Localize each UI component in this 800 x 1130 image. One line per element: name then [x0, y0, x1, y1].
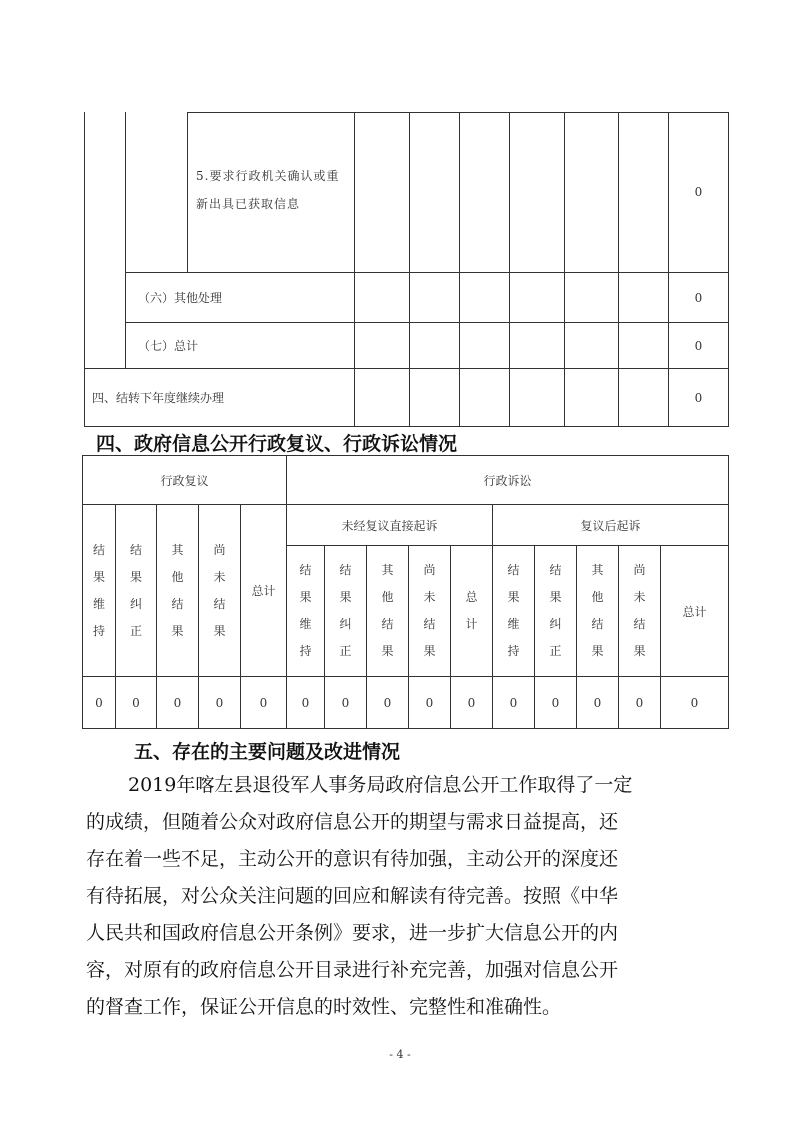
value-cell: 0	[383, 695, 392, 710]
value-cell: 0	[635, 695, 644, 710]
page-number: - 4 -	[389, 1048, 411, 1061]
value-cell: 0	[301, 695, 310, 710]
reconsideration-header: 行政复议	[160, 473, 209, 488]
col-header: 其他结果	[381, 563, 394, 658]
paragraph-line: 2019年喀左县退役军人事务局政府信息公开工作取得了一定	[128, 774, 633, 796]
paragraph-line: 的成绩，但随着公众对政府信息公开的期望与需求日益提高，还	[86, 811, 619, 833]
value-cell: 0	[215, 695, 224, 710]
paragraph-line: 容，对原有的政府信息公开目录进行补充完善，加强对信息公开	[86, 959, 619, 981]
col-header: 总计	[682, 604, 707, 619]
col-header: 总计	[251, 584, 276, 598]
section-4-title: 四、政府信息公开行政复议、行政诉讼情况	[96, 433, 458, 455]
col-header: 结果维持	[92, 542, 105, 638]
col-header: 总计	[465, 590, 478, 631]
value-cell: 0	[173, 695, 182, 710]
value-cell: 0	[551, 695, 560, 710]
col-header: 尚未结果	[213, 542, 226, 638]
paragraph-line: 有待拓展，对公众关注问题的回应和解读有待完善。按照《中华	[86, 885, 619, 907]
value-cell: 0	[467, 695, 476, 710]
col-header: 结果纠正	[549, 563, 562, 658]
row-6-total: 0	[694, 290, 703, 305]
row-5-total: 0	[694, 185, 703, 199]
row-7-total: 0	[694, 338, 703, 353]
value-cell: 0	[425, 695, 434, 710]
carry-over-total: 0	[694, 390, 703, 405]
col-header: 结果维持	[507, 563, 520, 658]
row-5-label: 5.要求行政机关确认或重新出具已获取信息	[196, 169, 340, 211]
col-header: 结果维持	[299, 563, 312, 658]
value-cell: 0	[593, 695, 602, 710]
col-header: 结果纠正	[129, 542, 142, 638]
col-header: 其他结果	[591, 563, 604, 658]
litigation-header: 行政诉讼	[483, 473, 532, 488]
row-6-label: （六）其他处理	[138, 291, 223, 305]
col-header: 尚未结果	[633, 563, 646, 658]
col-header: 尚未结果	[423, 563, 436, 658]
value-cell: 0	[95, 695, 103, 710]
section-5-title: 五、存在的主要问题及改进情况	[134, 741, 401, 763]
value-cell: 0	[509, 695, 518, 710]
col-header: 结果纠正	[339, 563, 352, 658]
improvement-paragraph	[86, 767, 726, 1026]
after-reconsideration-header: 复议后起诉	[580, 518, 641, 533]
carry-over-label: 四、结转下年度继续办理	[92, 391, 225, 405]
paragraph-line: 的督查工作，保证公开信息的时效性、完整性和准确性。	[86, 996, 562, 1018]
row-7-label: （七）总计	[138, 339, 199, 353]
value-cell: 0	[690, 695, 699, 710]
value-cell: 0	[259, 695, 268, 710]
paragraph-line: 人民共和国政府信息公开条例》要求，进一步扩大信息公开的内	[86, 922, 619, 944]
value-cell: 0	[132, 695, 140, 710]
paragraph-line: 存在着一些不足，主动公开的意识有待加强，主动公开的深度还	[86, 848, 619, 870]
col-header: 其他结果	[171, 542, 184, 638]
value-cell: 0	[341, 695, 350, 710]
direct-suit-header: 未经复议直接起诉	[341, 518, 438, 533]
